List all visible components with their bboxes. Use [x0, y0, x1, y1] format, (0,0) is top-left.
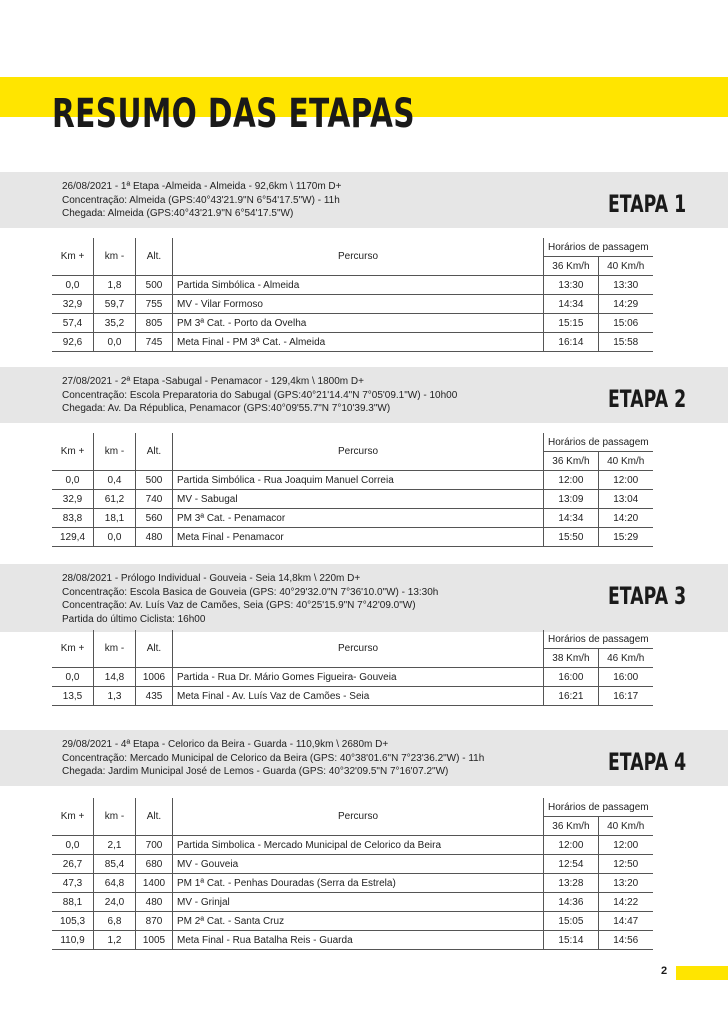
- page-top: [0, 0, 728, 76]
- column-header-route: Percurso: [173, 238, 544, 276]
- km-minus-cell: 1,2: [94, 931, 136, 950]
- time-cell: 14:22: [598, 893, 652, 912]
- time-cell: 13:09: [544, 490, 599, 509]
- time-cell: 12:00: [598, 471, 652, 490]
- table-row: [52, 276, 653, 295]
- table-row: [52, 931, 653, 950]
- table-row: [52, 333, 653, 352]
- stage-info: [62, 180, 342, 221]
- time-cell: 16:00: [598, 668, 652, 687]
- table-row: [52, 855, 653, 874]
- km-plus-cell: 92,6: [52, 333, 94, 352]
- speed-header: 36 Km/h: [544, 257, 599, 276]
- page-number-bar: [676, 966, 728, 980]
- km-plus-cell: 26,7: [52, 855, 94, 874]
- stage-info-line: Concentração: Escola Basica de Gouveia (GPS: 40°29'32.0"N 7°36'10.0"W) - 13:30h: [62, 586, 439, 598]
- table-row: [52, 668, 653, 687]
- route-cell: Partida - Rua Dr. Mário Gomes Figueira- Gouveia: [173, 668, 544, 687]
- table-header-row: [52, 798, 653, 817]
- table-header-row: [52, 238, 653, 257]
- time-cell: 16:14: [544, 333, 599, 352]
- stage-info: [62, 738, 484, 779]
- table-row: [52, 471, 653, 490]
- route-table: [52, 433, 653, 547]
- km-plus-cell: 0,0: [52, 668, 94, 687]
- stage-info-line: 27/08/2021 - 2ª Etapa -Sabugal - Penamacor - 129,4km \ 1800m D+: [62, 376, 364, 387]
- route-cell: Partida Simbólica - Rua Joaquim Manuel Correia: [173, 471, 544, 490]
- table-row: [52, 295, 653, 314]
- stage-3: [0, 564, 728, 702]
- route-cell: Meta Final - Penamacor: [173, 528, 544, 547]
- table-row: [52, 490, 653, 509]
- km-plus-cell: 47,3: [52, 874, 94, 893]
- altitude-cell: 500: [136, 471, 173, 490]
- stage-info-line: Partida do último Ciclista: 16h00: [62, 613, 206, 625]
- time-cell: 15:29: [598, 528, 652, 547]
- km-plus-cell: 110,9: [52, 931, 94, 950]
- altitude-cell: 680: [136, 855, 173, 874]
- route-cell: Partida Simbólica - Almeida: [173, 276, 544, 295]
- altitude-cell: 740: [136, 490, 173, 509]
- column-header-km-minus: km -: [94, 433, 136, 471]
- route-cell: Meta Final - Av. Luís Vaz de Camões - Seia: [173, 687, 544, 706]
- stage-label: ETAPA 2: [608, 385, 687, 413]
- stage-info-line: Chegada: Jardim Municipal José de Lemos - Guarda (GPS: 40°32'09.5"N 7°16'07.2"W): [62, 766, 449, 777]
- stage-info-line: 26/08/2021 - 1ª Etapa -Almeida - Almeida - 92,6km \ 1170m D+: [62, 181, 342, 192]
- altitude-cell: 870: [136, 912, 173, 931]
- route-cell: Meta Final - Rua Batalha Reis - Guarda: [173, 931, 544, 950]
- stage-label: ETAPA 1: [608, 190, 687, 218]
- km-minus-cell: 0,0: [94, 333, 136, 352]
- route-cell: MV - Grinjal: [173, 893, 544, 912]
- stage-info-line: Concentração: Escola Preparatoria do Sabugal (GPS:40°21'14.4"N 7°05'09.1"W) - 10h00: [62, 389, 458, 401]
- stage-info-line: 29/08/2021 - 4ª Etapa - Celorico da Beira - Guarda - 110,9km \ 2680m D+: [62, 739, 389, 750]
- stage-header: [0, 730, 728, 786]
- km-minus-cell: 18,1: [94, 509, 136, 528]
- km-minus-cell: 61,2: [94, 490, 136, 509]
- altitude-cell: 480: [136, 528, 173, 547]
- time-cell: 13:04: [598, 490, 652, 509]
- route-cell: PM 3ª Cat. - Porto da Ovelha: [173, 314, 544, 333]
- km-minus-cell: 24,0: [94, 893, 136, 912]
- km-minus-cell: 35,2: [94, 314, 136, 333]
- time-cell: 12:50: [598, 855, 652, 874]
- time-cell: 16:00: [544, 668, 599, 687]
- time-cell: 14:34: [544, 509, 599, 528]
- table-row: [52, 509, 653, 528]
- km-minus-cell: 59,7: [94, 295, 136, 314]
- route-table: [52, 630, 653, 706]
- time-cell: 15:05: [544, 912, 599, 931]
- column-header-alt: Alt.: [136, 630, 173, 668]
- route-cell: MV - Sabugal: [173, 490, 544, 509]
- route-cell: PM 3ª Cat. - Penamacor: [173, 509, 544, 528]
- table-row: [52, 687, 653, 706]
- altitude-cell: 1006: [136, 668, 173, 687]
- km-plus-cell: 105,3: [52, 912, 94, 931]
- table-row: [52, 314, 653, 333]
- altitude-cell: 1400: [136, 874, 173, 893]
- route-cell: Partida Simbolica - Mercado Municipal de Celorico da Beira: [173, 836, 544, 855]
- time-cell: 12:00: [544, 836, 599, 855]
- km-plus-cell: 88,1: [52, 893, 94, 912]
- altitude-cell: 1005: [136, 931, 173, 950]
- km-minus-cell: 0,4: [94, 471, 136, 490]
- column-header-km-minus: km -: [94, 238, 136, 276]
- time-cell: 15:50: [544, 528, 599, 547]
- altitude-cell: 435: [136, 687, 173, 706]
- time-cell: 13:28: [544, 874, 599, 893]
- table-row: [52, 528, 653, 547]
- route-cell: PM 1ª Cat. - Penhas Douradas (Serra da Estrela): [173, 874, 544, 893]
- stage-info-line: 28/08/2021 - Prólogo Individual - Gouveia - Seia 14,8km \ 220m D+: [62, 573, 361, 584]
- time-cell: 14:47: [598, 912, 652, 931]
- stage-info-line: Chegada: Almeida (GPS:40°43'21.9"N 6°54'17.5"W): [62, 208, 294, 219]
- table-row: [52, 836, 653, 855]
- column-header-km-plus: Km +: [52, 433, 94, 471]
- stage-2: [0, 367, 728, 543]
- stage-info-line: Concentração: Mercado Municipal de Celorico da Beira (GPS: 40°38'01.6"N 7°23'36.2"W) - 11h: [62, 752, 485, 764]
- speed-header: 40 Km/h: [598, 817, 652, 836]
- column-header-km-plus: Km +: [52, 798, 94, 836]
- speed-header: 40 Km/h: [598, 452, 652, 471]
- stage-label: ETAPA 4: [608, 748, 687, 776]
- km-plus-cell: 32,9: [52, 295, 94, 314]
- speed-header: 36 Km/h: [544, 817, 599, 836]
- table-row: [52, 874, 653, 893]
- time-cell: 12:00: [598, 836, 652, 855]
- time-cell: 14:36: [544, 893, 599, 912]
- route-cell: Meta Final - PM 3ª Cat. - Almeida: [173, 333, 544, 352]
- page-number: 2: [661, 965, 668, 977]
- km-plus-cell: 13,5: [52, 687, 94, 706]
- time-cell: 16:21: [544, 687, 599, 706]
- table-row: [52, 893, 653, 912]
- km-plus-cell: 0,0: [52, 276, 94, 295]
- time-cell: 15:58: [598, 333, 652, 352]
- time-cell: 13:20: [598, 874, 652, 893]
- route-cell: MV - Vilar Formoso: [173, 295, 544, 314]
- time-cell: 13:30: [598, 276, 652, 295]
- speed-header: 46 Km/h: [598, 649, 652, 668]
- time-cell: 15:15: [544, 314, 599, 333]
- altitude-cell: 500: [136, 276, 173, 295]
- time-cell: 13:30: [544, 276, 599, 295]
- column-header-km-minus: km -: [94, 630, 136, 668]
- column-header-alt: Alt.: [136, 238, 173, 276]
- km-minus-cell: 64,8: [94, 874, 136, 893]
- km-plus-cell: 32,9: [52, 490, 94, 509]
- stage-info: [62, 572, 438, 626]
- speed-header: 38 Km/h: [544, 649, 599, 668]
- column-header-times: Horários de passagem: [544, 798, 653, 817]
- km-minus-cell: 6,8: [94, 912, 136, 931]
- stage-header: [0, 564, 728, 632]
- km-plus-cell: 83,8: [52, 509, 94, 528]
- column-header-route: Percurso: [173, 433, 544, 471]
- stage-4: [0, 730, 728, 946]
- stage-info-line: Chegada: Av. Da Républica, Penamacor (GPS:40°09'55.7"N 7°10'39.3"W): [62, 403, 391, 414]
- km-minus-cell: 1,8: [94, 276, 136, 295]
- time-cell: 12:00: [544, 471, 599, 490]
- column-header-km-minus: km -: [94, 798, 136, 836]
- column-header-times: Horários de passagem: [544, 630, 653, 649]
- route-cell: MV - Gouveia: [173, 855, 544, 874]
- column-header-times: Horários de passagem: [544, 433, 653, 452]
- km-minus-cell: 0,0: [94, 528, 136, 547]
- table-row: [52, 912, 653, 931]
- km-plus-cell: 129,4: [52, 528, 94, 547]
- time-cell: 14:56: [598, 931, 652, 950]
- altitude-cell: 480: [136, 893, 173, 912]
- stage-info-line: Concentração: Av. Luís Vaz de Camões, Seia (GPS: 40°25'15.9"N 7°42'09.0"W): [62, 600, 416, 611]
- km-minus-cell: 14,8: [94, 668, 136, 687]
- column-header-route: Percurso: [173, 630, 544, 668]
- stage-info-line: Concentração: Almeida (GPS:40°43'21.9"N 6°54'17.5"W) - 11h: [62, 194, 340, 206]
- stage-1: [0, 172, 728, 348]
- page-title: RESUMO DAS ETAPAS: [52, 91, 415, 137]
- km-minus-cell: 2,1: [94, 836, 136, 855]
- altitude-cell: 805: [136, 314, 173, 333]
- altitude-cell: 745: [136, 333, 173, 352]
- km-plus-cell: 57,4: [52, 314, 94, 333]
- time-cell: 14:34: [544, 295, 599, 314]
- column-header-times: Horários de passagem: [544, 238, 653, 257]
- km-minus-cell: 1,3: [94, 687, 136, 706]
- time-cell: 16:17: [598, 687, 652, 706]
- stage-label: ETAPA 3: [608, 582, 687, 610]
- column-header-route: Percurso: [173, 798, 544, 836]
- time-cell: 15:14: [544, 931, 599, 950]
- time-cell: 14:29: [598, 295, 652, 314]
- altitude-cell: 700: [136, 836, 173, 855]
- table-header-row: [52, 630, 653, 649]
- time-cell: 12:54: [544, 855, 599, 874]
- km-plus-cell: 0,0: [52, 836, 94, 855]
- route-table: [52, 798, 653, 950]
- altitude-cell: 755: [136, 295, 173, 314]
- column-header-km-plus: Km +: [52, 630, 94, 668]
- time-cell: 15:06: [598, 314, 652, 333]
- time-cell: 14:20: [598, 509, 652, 528]
- table-header-row: [52, 433, 653, 452]
- stage-info: [62, 375, 457, 416]
- stage-header: [0, 367, 728, 423]
- route-table: [52, 238, 653, 352]
- column-header-km-plus: Km +: [52, 238, 94, 276]
- speed-header: 36 Km/h: [544, 452, 599, 471]
- altitude-cell: 560: [136, 509, 173, 528]
- speed-header: 40 Km/h: [598, 257, 652, 276]
- column-header-alt: Alt.: [136, 433, 173, 471]
- stage-header: [0, 172, 728, 228]
- route-cell: PM 2ª Cat. - Santa Cruz: [173, 912, 544, 931]
- column-header-alt: Alt.: [136, 798, 173, 836]
- km-plus-cell: 0,0: [52, 471, 94, 490]
- km-minus-cell: 85,4: [94, 855, 136, 874]
